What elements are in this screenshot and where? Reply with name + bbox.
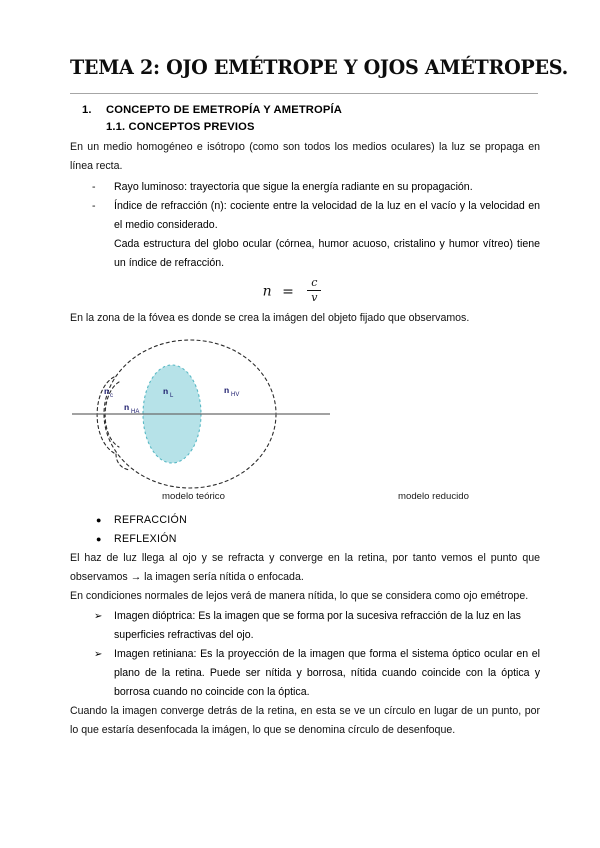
- label-cornea-n: n: [104, 386, 110, 396]
- list-item-text: Índice de refracción (n): cociente entre la velocidad de la luz en el vacío y la velocidad en el medio considerado.: [114, 200, 540, 231]
- page-title: TEMA 2: OJO EMÉTROPE Y OJOS AMÉTROPES.: [70, 56, 568, 79]
- refractive-index-formula: [70, 278, 540, 305]
- caption-modelo-teorico: modelo teórico: [162, 491, 225, 502]
- dot-bullet-icon: ●: [96, 515, 102, 525]
- list-item-text: REFLEXIÓN: [114, 533, 177, 545]
- section-number: 1.: [82, 104, 92, 116]
- eye-refractive-indices-diagram: [72, 337, 332, 495]
- subsection-heading: 1.1. CONCEPTOS PREVIOS: [106, 121, 255, 133]
- label-cornea-sub: c: [110, 393, 113, 399]
- formula-lhs: n: [262, 283, 272, 300]
- label-vitreous-humor: [224, 385, 239, 398]
- formula-numerator: c: [311, 276, 318, 289]
- eye-diagram-container: [70, 337, 540, 497]
- section-heading: [70, 104, 540, 116]
- list-item: [70, 645, 540, 702]
- dash-bullet-icon: -: [92, 181, 96, 193]
- diagram-captions: [70, 491, 540, 509]
- list-item-text: Imagen dióptrica: Es la imagen que se forma por la sucesiva refracción de la luz en las superficies refractivas del ojo.: [114, 610, 521, 641]
- list-item: [70, 178, 540, 197]
- refraction-paragraph: El haz de luz llega al ojo y se refracta y converge en la retina, por tanto vemos el punto que observamos → la imagen sería nítida o enfocada.: [70, 552, 540, 583]
- arrow-bullet-icon: ➢: [94, 611, 103, 622]
- label-vitreous-n: n: [224, 385, 230, 395]
- section-heading-label: CONCEPTO DE EMETROPÍA Y AMETROPÍA: [106, 104, 342, 116]
- label-lens-n: n: [163, 386, 169, 396]
- lower-limbus-arc: [116, 454, 130, 470]
- caption-modelo-reducido: modelo reducido: [398, 491, 469, 502]
- list-item: [70, 197, 540, 235]
- list-item: [70, 607, 540, 645]
- image-types-list: [70, 607, 540, 702]
- label-aqueous-n: n: [124, 402, 130, 412]
- label-vitreous-sub: HV: [231, 392, 240, 398]
- arrow-bullet-icon: ➢: [94, 649, 103, 660]
- list-item-text: REFRACCIÓN: [114, 514, 188, 526]
- label-lens-sub: L: [170, 393, 174, 399]
- formula-denominator: v: [311, 291, 318, 304]
- formula-expression: [263, 278, 322, 305]
- defocus-circle-paragraph: Cuando la imagen converge detrás de la retina, en esta se ve un círculo en lugar de un punto, por lo que estaría desenfocada la imágen, lo que se denomina círculo de desenfoque.: [70, 705, 540, 736]
- dot-bullet-icon: ●: [96, 534, 102, 544]
- formula-fraction: [307, 277, 321, 304]
- formula-equals: =: [282, 283, 294, 300]
- list-item-text: Rayo luminoso: trayectoria que sigue la energía radiante en su propagación.: [114, 181, 473, 193]
- emmetrope-paragraph: En condiciones normales de lejos verá de manera nítida, lo que se considera como ojo emétrope.: [70, 590, 529, 602]
- list-item: [70, 511, 540, 530]
- intro-paragraph: En un medio homogéneo e isótropo (como son todos los medios oculares) la luz se propaga en línea recta.: [70, 141, 540, 172]
- list-item-text: Imagen retiniana: Es la proyección de la imagen que forma el sistema óptico ocular en el plano de la retina. Puede ser nítida y borrosa, nítida cuando coincide con la óptica y borrosa cuando no coincide con la óptica.: [114, 648, 540, 698]
- label-aqueous-humor: [124, 402, 139, 415]
- title-divider: [70, 93, 538, 94]
- optical-phenomena-list: [70, 511, 540, 549]
- fovea-paragraph: En la zona de la fóvea es donde se crea la imágen del objeto fijado que observamos.: [70, 312, 470, 324]
- definition-continuation: Cada estructura del globo ocular (córnea, humor acuoso, cristalino y humor vítreo) tiene un índice de refracción.: [114, 238, 540, 269]
- definitions-list: [70, 178, 540, 235]
- list-item: [70, 530, 540, 549]
- dash-bullet-icon: -: [92, 200, 96, 212]
- label-aqueous-sub: HA: [131, 409, 140, 415]
